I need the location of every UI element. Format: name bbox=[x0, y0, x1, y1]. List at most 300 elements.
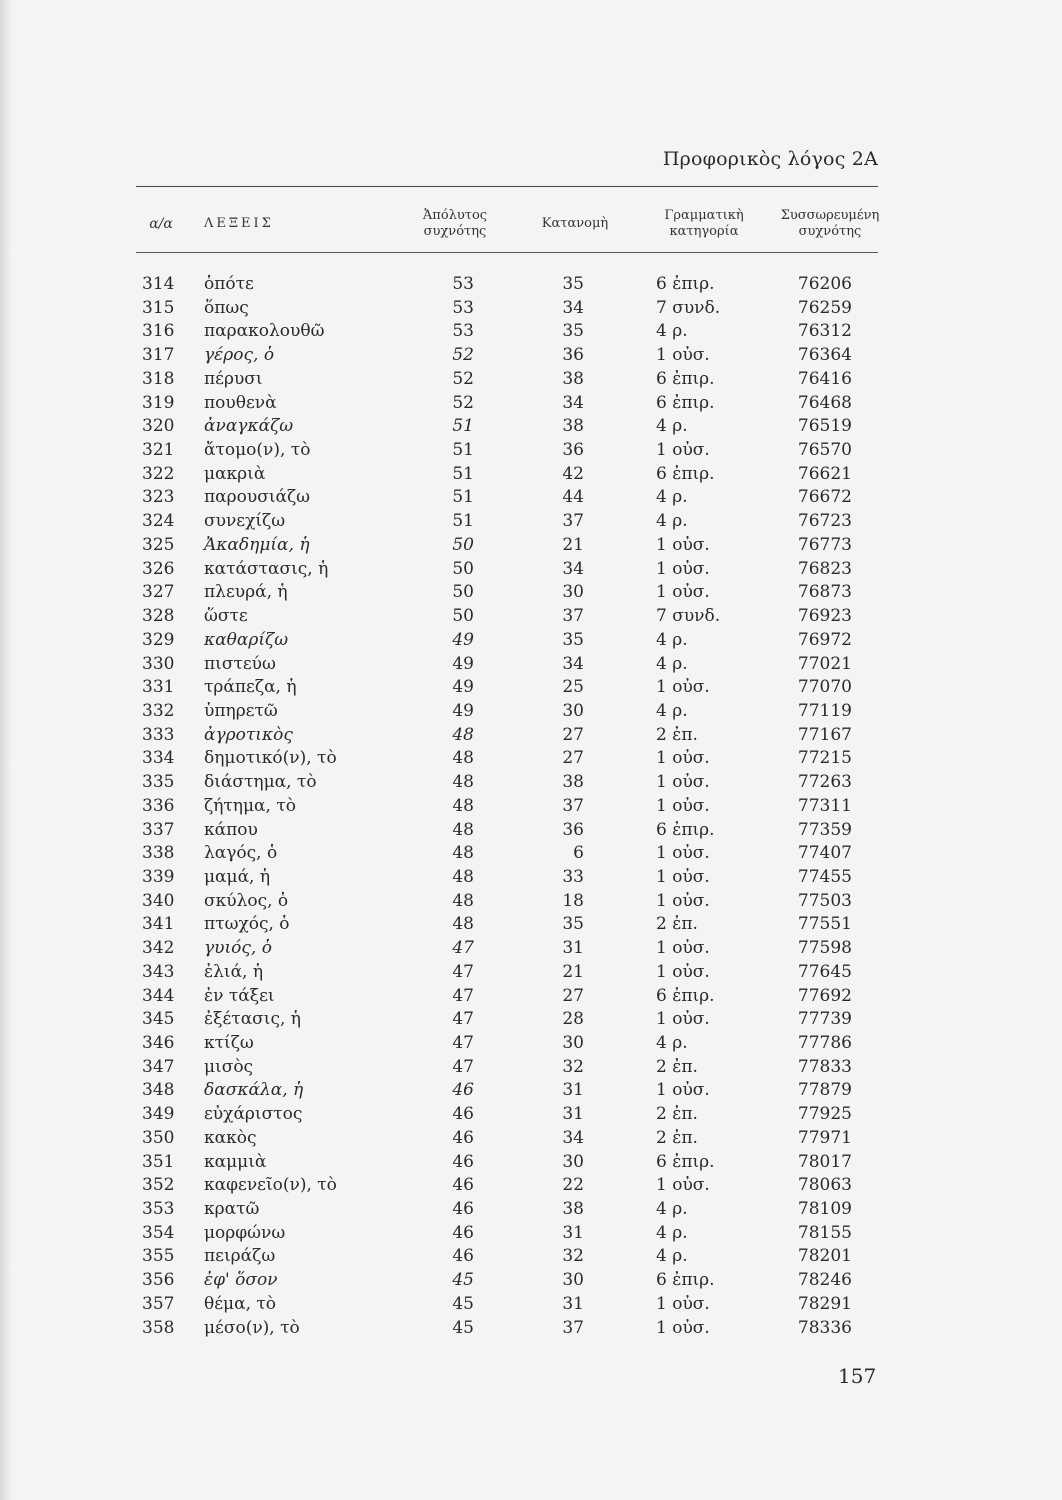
row-cumulative-frequency: 77119 bbox=[797, 700, 852, 721]
table-row bbox=[0, 961, 1062, 985]
row-word: κρατῶ bbox=[204, 1199, 260, 1220]
row-word: τράπεζα, ἡ bbox=[204, 677, 297, 698]
header-absolute-line2: συχνότης bbox=[423, 224, 487, 239]
row-number: 355 bbox=[142, 1246, 175, 1267]
row-number: 324 bbox=[142, 511, 175, 532]
table-row bbox=[0, 724, 1062, 748]
row-grammatical-category: 1 οὐσ. bbox=[656, 1009, 710, 1030]
table-row bbox=[0, 1103, 1062, 1127]
row-distribution: 31 bbox=[562, 1104, 584, 1125]
row-word: πουθενὰ bbox=[204, 392, 277, 413]
table-row bbox=[0, 676, 1062, 700]
row-distribution: 34 bbox=[562, 297, 584, 318]
row-number: 338 bbox=[142, 843, 175, 864]
row-cumulative-frequency: 76519 bbox=[797, 416, 852, 437]
row-grammatical-category: 2 ἐπ. bbox=[656, 1056, 698, 1077]
row-word: ἐν τάξει bbox=[204, 985, 275, 1006]
row-distribution: 42 bbox=[562, 463, 584, 484]
row-distribution: 35 bbox=[562, 629, 584, 650]
row-cumulative-frequency: 77692 bbox=[797, 985, 852, 1006]
row-absolute-frequency: 48 bbox=[452, 819, 474, 840]
row-absolute-frequency: 46 bbox=[452, 1246, 474, 1267]
table-row bbox=[0, 439, 1062, 463]
table-row bbox=[0, 1245, 1062, 1269]
row-absolute-frequency: 50 bbox=[452, 534, 474, 555]
row-grammatical-category: 2 ἐπ. bbox=[656, 1127, 698, 1148]
row-word: παρακολουθῶ bbox=[204, 321, 325, 342]
row-word: δασκάλα, ἡ bbox=[204, 1080, 304, 1101]
row-cumulative-frequency: 76723 bbox=[797, 511, 852, 532]
row-number: 321 bbox=[142, 440, 175, 461]
row-cumulative-frequency: 76259 bbox=[797, 297, 852, 318]
row-grammatical-category: 2 ἐπ. bbox=[656, 1104, 698, 1125]
row-cumulative-frequency: 78063 bbox=[797, 1175, 852, 1196]
row-absolute-frequency: 50 bbox=[452, 582, 474, 603]
table-row bbox=[0, 534, 1062, 558]
row-absolute-frequency: 47 bbox=[452, 985, 474, 1006]
row-absolute-frequency: 53 bbox=[452, 321, 474, 342]
row-word: καμμιὰ bbox=[204, 1151, 267, 1172]
row-distribution: 31 bbox=[562, 1293, 584, 1314]
row-absolute-frequency: 53 bbox=[452, 297, 474, 318]
row-number: 333 bbox=[142, 724, 175, 745]
row-number: 327 bbox=[142, 582, 175, 603]
row-word: κτίζω bbox=[204, 1033, 254, 1053]
running-head: Προφορικὸς λόγος 2Α bbox=[662, 148, 878, 170]
row-grammatical-category: 1 οὐσ. bbox=[656, 677, 710, 698]
table-row bbox=[0, 1127, 1062, 1151]
row-cumulative-frequency: 77455 bbox=[797, 866, 852, 887]
row-distribution: 34 bbox=[562, 653, 584, 674]
row-absolute-frequency: 46 bbox=[452, 1104, 474, 1125]
row-cumulative-frequency: 77263 bbox=[797, 772, 852, 793]
row-number: 344 bbox=[142, 985, 175, 1006]
table-row bbox=[0, 486, 1062, 510]
row-absolute-frequency: 48 bbox=[452, 843, 474, 864]
table-row bbox=[0, 629, 1062, 653]
row-grammatical-category: 2 ἐπ. bbox=[656, 724, 698, 745]
row-distribution: 37 bbox=[562, 795, 584, 816]
table-row bbox=[0, 866, 1062, 890]
row-word: παρουσιάζω bbox=[204, 487, 311, 508]
table-row bbox=[0, 558, 1062, 582]
row-distribution: 30 bbox=[562, 1270, 584, 1291]
table-row bbox=[0, 1151, 1062, 1175]
row-distribution: 38 bbox=[562, 772, 584, 793]
row-distribution: 30 bbox=[562, 582, 584, 603]
row-absolute-frequency: 46 bbox=[452, 1199, 474, 1220]
row-distribution: 35 bbox=[562, 274, 584, 294]
row-number: 349 bbox=[142, 1104, 175, 1125]
row-word: ὑπηρετῶ bbox=[204, 700, 278, 721]
row-word: κακὸς bbox=[204, 1127, 257, 1148]
row-word: μαμά, ἡ bbox=[204, 866, 271, 887]
table-row bbox=[0, 913, 1062, 937]
row-number: 352 bbox=[142, 1175, 175, 1196]
table-row bbox=[0, 344, 1062, 368]
row-number: 332 bbox=[142, 700, 175, 721]
row-distribution: 37 bbox=[562, 1317, 584, 1338]
row-word: ἀναγκάζω bbox=[204, 416, 294, 437]
row-word: ἀγροτικὸς bbox=[204, 724, 293, 745]
row-word: ὅπως bbox=[204, 297, 249, 318]
row-cumulative-frequency: 77971 bbox=[797, 1127, 852, 1148]
row-cumulative-frequency: 78336 bbox=[797, 1317, 852, 1338]
row-grammatical-category: 6 ἐπιρ. bbox=[656, 392, 715, 413]
row-number: 353 bbox=[142, 1199, 175, 1220]
row-grammatical-category: 7 συνδ. bbox=[656, 297, 721, 318]
row-distribution: 21 bbox=[562, 534, 584, 555]
row-number: 315 bbox=[142, 297, 175, 318]
row-grammatical-category: 1 οὐσ. bbox=[656, 534, 710, 555]
row-number: 340 bbox=[142, 890, 175, 911]
row-cumulative-frequency: 77215 bbox=[797, 748, 852, 769]
row-grammatical-category: 6 ἐπιρ. bbox=[656, 463, 715, 484]
row-grammatical-category: 6 ἐπιρ. bbox=[656, 274, 715, 294]
row-grammatical-category: 4 ρ. bbox=[656, 1246, 688, 1267]
row-grammatical-category: 1 οὐσ. bbox=[656, 866, 710, 887]
row-distribution: 31 bbox=[562, 1222, 584, 1243]
row-number: 346 bbox=[142, 1033, 175, 1053]
row-cumulative-frequency: 76468 bbox=[797, 392, 852, 413]
row-number: 329 bbox=[142, 629, 175, 650]
row-absolute-frequency: 50 bbox=[452, 558, 474, 579]
row-grammatical-category: 6 ἐπιρ. bbox=[656, 368, 715, 389]
table-row bbox=[0, 1269, 1062, 1293]
row-cumulative-frequency: 76416 bbox=[797, 368, 852, 389]
row-grammatical-category: 7 συνδ. bbox=[656, 606, 721, 627]
row-absolute-frequency: 45 bbox=[452, 1270, 474, 1291]
row-distribution: 31 bbox=[562, 1080, 584, 1101]
row-absolute-frequency: 46 bbox=[452, 1080, 474, 1101]
row-absolute-frequency: 46 bbox=[452, 1127, 474, 1148]
row-grammatical-category: 4 ρ. bbox=[656, 487, 688, 508]
row-word: θέμα, τὸ bbox=[204, 1293, 277, 1314]
header-distribution: Κατανομὴ bbox=[541, 216, 609, 231]
row-absolute-frequency: 48 bbox=[452, 866, 474, 887]
row-absolute-frequency: 49 bbox=[452, 677, 474, 698]
table-row bbox=[0, 415, 1062, 439]
row-absolute-frequency: 48 bbox=[452, 772, 474, 793]
row-distribution: 44 bbox=[562, 487, 584, 508]
row-distribution: 31 bbox=[562, 938, 584, 959]
header-cumulative-line1: Συσσωρευμένη bbox=[780, 208, 880, 223]
table-row bbox=[0, 1198, 1062, 1222]
row-grammatical-category: 4 ρ. bbox=[656, 416, 688, 437]
row-cumulative-frequency: 76312 bbox=[797, 321, 852, 342]
row-cumulative-frequency: 77359 bbox=[797, 819, 852, 840]
row-grammatical-category: 4 ρ. bbox=[656, 1199, 688, 1220]
header-grammatical-line1: Γραμματικὴ bbox=[664, 208, 744, 223]
row-number: 323 bbox=[142, 487, 175, 508]
row-word: μέσο(ν), τὸ bbox=[204, 1317, 300, 1338]
row-grammatical-category: 4 ρ. bbox=[656, 511, 688, 532]
header-cumulative-frequency bbox=[772, 200, 888, 248]
row-grammatical-category: 1 οὐσ. bbox=[656, 582, 710, 603]
table-header bbox=[0, 200, 1062, 248]
row-number: 342 bbox=[142, 938, 175, 959]
row-word: καθαρίζω bbox=[204, 629, 289, 650]
row-absolute-frequency: 47 bbox=[452, 961, 474, 982]
row-absolute-frequency: 45 bbox=[452, 1293, 474, 1314]
table-row bbox=[0, 320, 1062, 344]
row-distribution: 32 bbox=[562, 1246, 584, 1267]
row-number: 357 bbox=[142, 1293, 175, 1314]
row-absolute-frequency: 48 bbox=[452, 914, 474, 935]
table-row bbox=[0, 1317, 1062, 1341]
row-word: ἐλιά, ἡ bbox=[204, 961, 264, 982]
row-absolute-frequency: 45 bbox=[452, 1317, 474, 1338]
row-word: ἐφ' ὅσον bbox=[204, 1270, 278, 1291]
row-absolute-frequency: 47 bbox=[452, 1033, 474, 1053]
row-absolute-frequency: 52 bbox=[452, 368, 474, 389]
row-absolute-frequency: 51 bbox=[452, 440, 474, 461]
row-grammatical-category: 1 οὐσ. bbox=[656, 558, 710, 579]
row-grammatical-category: 4 ρ. bbox=[656, 653, 688, 674]
row-distribution: 35 bbox=[562, 914, 584, 935]
row-absolute-frequency: 53 bbox=[452, 274, 474, 294]
row-word: λαγός, ὁ bbox=[204, 843, 278, 864]
row-word: πτωχός, ὁ bbox=[204, 914, 290, 935]
table-row bbox=[0, 819, 1062, 843]
row-absolute-frequency: 51 bbox=[452, 416, 474, 437]
row-cumulative-frequency: 77167 bbox=[797, 724, 852, 745]
row-word: ζήτημα, τὸ bbox=[204, 795, 296, 816]
row-cumulative-frequency: 77879 bbox=[797, 1080, 852, 1101]
row-distribution: 34 bbox=[562, 558, 584, 579]
row-number: 345 bbox=[142, 1009, 175, 1030]
table-row bbox=[0, 1008, 1062, 1032]
table-row bbox=[0, 1293, 1062, 1317]
row-cumulative-frequency: 76364 bbox=[797, 345, 852, 366]
row-word: σκύλος, ὁ bbox=[204, 890, 289, 911]
row-number: 320 bbox=[142, 416, 175, 437]
table-row bbox=[0, 890, 1062, 914]
row-cumulative-frequency: 76672 bbox=[797, 487, 852, 508]
header-absolute-line1: Ἀπόλυτος bbox=[422, 208, 488, 223]
row-word: μορφώνω bbox=[204, 1222, 286, 1243]
row-cumulative-frequency: 77925 bbox=[797, 1104, 852, 1125]
row-distribution: 38 bbox=[562, 1199, 584, 1220]
row-number: 336 bbox=[142, 795, 175, 816]
header-grammatical-line2: κατηγορία bbox=[669, 224, 739, 239]
row-grammatical-category: 6 ἐπιρ. bbox=[656, 819, 715, 840]
row-grammatical-category: 4 ρ. bbox=[656, 1222, 688, 1243]
row-grammatical-category: 1 οὐσ. bbox=[656, 345, 710, 366]
table-row bbox=[0, 842, 1062, 866]
row-absolute-frequency: 51 bbox=[452, 487, 474, 508]
table-row bbox=[0, 273, 1062, 297]
row-grammatical-category: 4 ρ. bbox=[656, 321, 688, 342]
row-number: 335 bbox=[142, 772, 175, 793]
row-word: κατάστασις, ἡ bbox=[204, 558, 329, 579]
row-word: μισὸς bbox=[204, 1056, 254, 1077]
row-cumulative-frequency: 78291 bbox=[797, 1293, 852, 1314]
row-distribution: 21 bbox=[562, 961, 584, 982]
row-number: 331 bbox=[142, 677, 175, 698]
row-word: καφενεῖο(ν), τὸ bbox=[204, 1175, 337, 1196]
row-word: εὐχάριστος bbox=[204, 1104, 303, 1125]
row-absolute-frequency: 52 bbox=[452, 392, 474, 413]
row-number: 348 bbox=[142, 1080, 175, 1101]
row-grammatical-category: 1 οὐσ. bbox=[656, 1293, 710, 1314]
row-cumulative-frequency: 76823 bbox=[797, 558, 852, 579]
row-cumulative-frequency: 76972 bbox=[797, 629, 852, 650]
row-cumulative-frequency: 76206 bbox=[797, 274, 852, 294]
row-word: διάστημα, τὸ bbox=[204, 772, 317, 793]
row-distribution: 36 bbox=[562, 345, 584, 366]
row-absolute-frequency: 48 bbox=[452, 795, 474, 816]
row-grammatical-category: 1 οὐσ. bbox=[656, 1175, 710, 1196]
row-number: 326 bbox=[142, 558, 175, 579]
table-row bbox=[0, 747, 1062, 771]
row-distribution: 30 bbox=[562, 1151, 584, 1172]
table-row bbox=[0, 985, 1062, 1009]
row-word: πλευρά, ἡ bbox=[204, 582, 288, 603]
page-number: 157 bbox=[838, 1364, 877, 1388]
row-number: 341 bbox=[142, 914, 175, 935]
row-distribution: 18 bbox=[562, 890, 584, 911]
row-number: 354 bbox=[142, 1222, 175, 1243]
row-grammatical-category: 4 ρ. bbox=[656, 629, 688, 650]
row-cumulative-frequency: 77503 bbox=[797, 890, 852, 911]
row-word: πειράζω bbox=[204, 1246, 276, 1267]
header-grammatical-category bbox=[636, 200, 772, 248]
table-row bbox=[0, 937, 1062, 961]
table-row bbox=[0, 297, 1062, 321]
row-absolute-frequency: 51 bbox=[452, 511, 474, 532]
row-number: 328 bbox=[142, 606, 175, 627]
row-cumulative-frequency: 78246 bbox=[797, 1270, 852, 1291]
row-cumulative-frequency: 77598 bbox=[797, 938, 852, 959]
row-cumulative-frequency: 77311 bbox=[797, 795, 852, 816]
row-number: 337 bbox=[142, 819, 175, 840]
row-number: 358 bbox=[142, 1317, 175, 1338]
row-cumulative-frequency: 77407 bbox=[797, 843, 852, 864]
row-word: πιστεύω bbox=[204, 653, 276, 674]
row-cumulative-frequency: 76570 bbox=[797, 440, 852, 461]
row-word: ἐξέτασις, ἡ bbox=[204, 1009, 301, 1030]
row-distribution: 28 bbox=[562, 1009, 584, 1030]
row-number: 325 bbox=[142, 534, 175, 555]
row-grammatical-category: 1 οὐσ. bbox=[656, 748, 710, 769]
row-distribution: 22 bbox=[562, 1175, 584, 1196]
row-cumulative-frequency: 76873 bbox=[797, 582, 852, 603]
row-absolute-frequency: 46 bbox=[452, 1222, 474, 1243]
row-number: 317 bbox=[142, 345, 175, 366]
frequency-table-body bbox=[0, 273, 1062, 1340]
table-row bbox=[0, 1222, 1062, 1246]
row-absolute-frequency: 48 bbox=[452, 890, 474, 911]
header-absolute-frequency bbox=[400, 200, 510, 248]
row-distribution: 37 bbox=[562, 606, 584, 627]
row-distribution: 37 bbox=[562, 511, 584, 532]
row-word: γυιός, ὁ bbox=[204, 938, 272, 959]
row-cumulative-frequency: 77833 bbox=[797, 1056, 852, 1077]
row-word: ὥστε bbox=[204, 606, 248, 627]
row-number: 316 bbox=[142, 321, 175, 342]
table-row bbox=[0, 1056, 1062, 1080]
row-number: 347 bbox=[142, 1056, 175, 1077]
row-cumulative-frequency: 76621 bbox=[797, 463, 852, 484]
row-distribution: 30 bbox=[562, 1033, 584, 1053]
row-absolute-frequency: 47 bbox=[452, 1056, 474, 1077]
row-number: 351 bbox=[142, 1151, 175, 1172]
row-grammatical-category: 1 οὐσ. bbox=[656, 961, 710, 982]
header-aa: α/α bbox=[149, 216, 173, 232]
row-distribution: 25 bbox=[562, 677, 584, 698]
row-number: 343 bbox=[142, 961, 175, 982]
row-word: ὁπότε bbox=[204, 274, 254, 294]
row-number: 314 bbox=[142, 274, 175, 294]
header-words: ΛΕΞΕΙΣ bbox=[204, 216, 274, 231]
row-distribution: 36 bbox=[562, 440, 584, 461]
row-grammatical-category: 1 οὐσ. bbox=[656, 772, 710, 793]
row-distribution: 27 bbox=[562, 724, 584, 745]
row-word: ἄτομο(ν), τὸ bbox=[204, 440, 311, 461]
row-absolute-frequency: 46 bbox=[452, 1175, 474, 1196]
table-row bbox=[0, 581, 1062, 605]
row-absolute-frequency: 50 bbox=[452, 606, 474, 627]
row-cumulative-frequency: 77551 bbox=[797, 914, 852, 935]
table-header-rule bbox=[136, 252, 878, 253]
row-grammatical-category: 1 οὐσ. bbox=[656, 890, 710, 911]
row-absolute-frequency: 48 bbox=[452, 724, 474, 745]
row-number: 334 bbox=[142, 748, 175, 769]
row-cumulative-frequency: 77021 bbox=[797, 653, 852, 674]
row-distribution: 34 bbox=[562, 1127, 584, 1148]
row-word: κάπου bbox=[204, 819, 258, 840]
table-row bbox=[0, 392, 1062, 416]
row-number: 330 bbox=[142, 653, 175, 674]
table-row bbox=[0, 1174, 1062, 1198]
row-grammatical-category: 1 οὐσ. bbox=[656, 1317, 710, 1338]
row-word: συνεχίζω bbox=[204, 511, 286, 532]
row-grammatical-category: 1 οὐσ. bbox=[656, 843, 710, 864]
row-absolute-frequency: 49 bbox=[452, 629, 474, 650]
row-cumulative-frequency: 78155 bbox=[797, 1222, 852, 1243]
row-absolute-frequency: 48 bbox=[452, 748, 474, 769]
table-row bbox=[0, 700, 1062, 724]
row-distribution: 35 bbox=[562, 321, 584, 342]
table-row bbox=[0, 653, 1062, 677]
row-cumulative-frequency: 77786 bbox=[797, 1033, 852, 1053]
row-cumulative-frequency: 77645 bbox=[797, 961, 852, 982]
row-absolute-frequency: 52 bbox=[452, 345, 474, 366]
row-grammatical-category: 1 οὐσ. bbox=[656, 938, 710, 959]
table-top-rule bbox=[136, 186, 878, 187]
row-grammatical-category: 6 ἐπιρ. bbox=[656, 985, 715, 1006]
row-grammatical-category: 4 ρ. bbox=[656, 1033, 688, 1053]
row-number: 339 bbox=[142, 866, 175, 887]
row-cumulative-frequency: 78017 bbox=[797, 1151, 852, 1172]
row-distribution: 27 bbox=[562, 748, 584, 769]
row-distribution: 33 bbox=[562, 866, 584, 887]
table-row bbox=[0, 1079, 1062, 1103]
row-number: 356 bbox=[142, 1270, 175, 1291]
row-absolute-frequency: 46 bbox=[452, 1151, 474, 1172]
table-row bbox=[0, 510, 1062, 534]
row-word: πέρυσι bbox=[204, 368, 263, 389]
row-word: γέρος, ὁ bbox=[204, 345, 275, 366]
row-grammatical-category: 1 οὐσ. bbox=[656, 440, 710, 461]
row-distribution: 27 bbox=[562, 985, 584, 1006]
row-word: Ἀκαδημία, ἡ bbox=[204, 534, 310, 555]
row-absolute-frequency: 47 bbox=[452, 938, 474, 959]
table-row bbox=[0, 605, 1062, 629]
row-absolute-frequency: 49 bbox=[452, 700, 474, 721]
row-grammatical-category: 6 ἐπιρ. bbox=[656, 1270, 715, 1291]
